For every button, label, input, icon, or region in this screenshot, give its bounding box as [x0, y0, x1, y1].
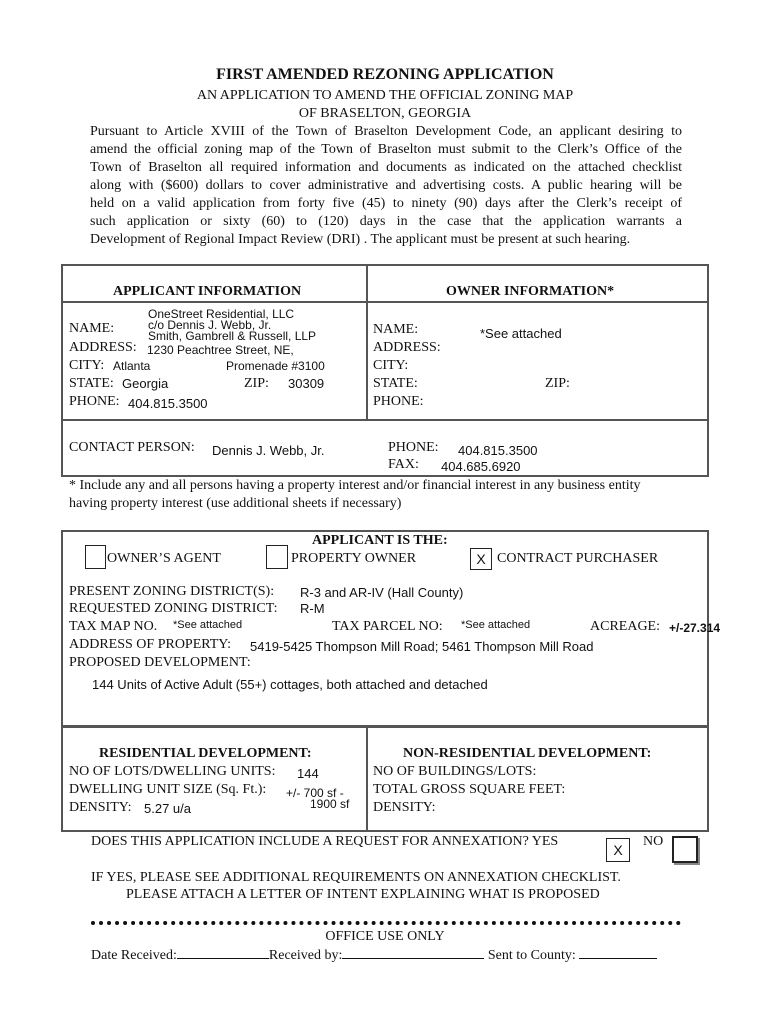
applicant-address-field[interactable]: 1230 Peachtree Street, NE,: [147, 343, 294, 357]
present-zoning-label: PRESENT ZONING DISTRICT(S):: [69, 584, 275, 599]
lots-units-label: NO OF LOTS/DWELLING UNITS:: [69, 764, 276, 779]
proposed-development-label: PROPOSED DEVELOPMENT:: [69, 655, 251, 670]
contact-divider: [61, 419, 709, 421]
density-label: DENSITY:: [69, 800, 132, 815]
property-address-field[interactable]: 5419-5425 Thompson Mill Road; 5461 Thompson Mill Road: [250, 639, 594, 654]
received-by-field[interactable]: [342, 946, 484, 959]
applicant-name-label: NAME:: [69, 321, 115, 336]
present-zoning-field[interactable]: R-3 and AR-IV (Hall County): [300, 585, 464, 600]
lots-units-field[interactable]: 144: [297, 766, 319, 781]
owner-state-label: STATE:: [373, 376, 418, 391]
requested-zoning-field[interactable]: R-M: [300, 601, 325, 616]
unit-size-field-max[interactable]: 1900 sf: [310, 797, 350, 811]
annexation-question: DOES THIS APPLICATION INCLUDE A REQUEST FOR ANNEXATION? YES: [91, 834, 559, 849]
contact-fax-field[interactable]: 404.685.6920: [441, 459, 521, 474]
contact-person-label: CONTACT PERSON:: [69, 440, 195, 455]
applicant-is-heading: APPLICANT IS THE:: [312, 533, 448, 548]
applicant-name-line2[interactable]: c/o Dennis J. Webb, Jr.: [148, 318, 272, 332]
applicant-name-line3[interactable]: Smith, Gambrell & Russell, LLP: [148, 329, 317, 343]
owner-name-field[interactable]: *See attached: [480, 326, 562, 341]
applicant-phone-label: PHONE:: [69, 394, 120, 409]
annexation-no-checkbox[interactable]: [672, 836, 698, 863]
applicant-city-label: CITY:: [69, 358, 105, 373]
owner-city-label: CITY:: [373, 358, 409, 373]
annexation-yes-checkbox[interactable]: X: [606, 838, 630, 862]
applicant-city-field[interactable]: Atlanta: [113, 359, 151, 373]
contact-phone-field[interactable]: 404.815.3500: [458, 443, 538, 458]
column-divider: [366, 264, 368, 420]
owner-zip-label: ZIP:: [545, 376, 570, 391]
unit-size-field[interactable]: +/- 700 sf -: [286, 786, 344, 800]
proposed-development-field[interactable]: 144 Units of Active Adult (55+) cottages, both attached and detached: [92, 677, 488, 692]
owners-agent-checkbox[interactable]: [85, 545, 106, 569]
development-divider: [366, 726, 368, 832]
owner-phone-label: PHONE:: [373, 394, 424, 409]
applicant-state-label: STATE:: [69, 376, 114, 391]
density-field[interactable]: 5.27 u/a: [144, 801, 191, 816]
buildings-lots-label: NO OF BUILDINGS/LOTS:: [373, 764, 537, 779]
nonresidential-density-label: DENSITY:: [373, 800, 436, 815]
property-owner-checkbox[interactable]: [266, 545, 288, 569]
date-received-field[interactable]: [177, 946, 269, 959]
received-by-label: Received by:: [268, 948, 343, 963]
header-divider: [61, 301, 709, 303]
applicant-zip-label: ZIP:: [244, 376, 269, 391]
form-title: FIRST AMENDED REZONING APPLICATION: [216, 66, 554, 83]
annexation-no-label: NO: [643, 834, 664, 849]
property-address-label: ADDRESS OF PROPERTY:: [69, 637, 232, 652]
applicant-name-line1[interactable]: OneStreet Residential, LLC: [148, 307, 295, 321]
gross-square-feet-label: TOTAL GROSS SQUARE FEET:: [373, 782, 566, 797]
office-use-heading: OFFICE USE ONLY: [325, 929, 445, 944]
requested-zoning-label: REQUESTED ZONING DISTRICT:: [69, 601, 278, 616]
tax-map-label: TAX MAP NO.: [69, 619, 158, 634]
owner-address-label: ADDRESS:: [373, 340, 441, 355]
owners-agent-label: OWNER’S AGENT: [107, 551, 221, 566]
applicant-state-field[interactable]: Georgia: [122, 376, 169, 391]
intro-paragraph: Pursuant to Article XVIII of the Town of Braselton Development Code, an applicant desiring to amend the official zoning map of the Town of Braselton must submit to the Clerk’s Office of the Town of Braselton all required information and documents as indicated on the attached checklist along with ($600) dollars to cover administrative and advertising costs. A public hearing will be held on a valid application from forty five (45) to ninety (90) days after the Clerk’s receipt of such application or sixty (60) to (120) days in the case that the application warrants a Development of Regional Impact Review (DRI) . The applicant must be present at such hearing.: [90, 124, 682, 247]
date-received-label: Date Received:: [91, 948, 177, 963]
acreage-label: ACREAGE:: [590, 619, 660, 634]
tax-parcel-label: TAX PARCEL NO:: [332, 619, 443, 634]
sent-to-county-field[interactable]: [579, 946, 657, 959]
office-fields-row: [91, 946, 657, 964]
unit-size-label: DWELLING UNIT SIZE (Sq. Ft.):: [69, 782, 267, 797]
contract-purchaser-label: CONTRACT PURCHASER: [497, 551, 659, 566]
footnote-line-2: having property interest (use additional sheets if necessary): [69, 496, 402, 511]
applicant-heading: APPLICANT INFORMATION: [113, 284, 302, 299]
owner-heading: OWNER INFORMATION*: [446, 284, 615, 299]
office-divider: [91, 921, 681, 925]
tax-map-field[interactable]: *See attached: [173, 619, 243, 631]
nonresidential-heading: NON-RESIDENTIAL DEVELOPMENT:: [403, 746, 652, 761]
applicant-address-suite[interactable]: Promenade #3100: [226, 359, 325, 373]
form-subtitle: AN APPLICATION TO AMEND THE OFFICIAL ZONING MAP: [196, 88, 574, 103]
contact-fax-label: FAX:: [388, 457, 419, 472]
form-subtitle-location: OF BRASELTON, GEORGIA: [298, 106, 472, 121]
annexation-note-2: PLEASE ATTACH A LETTER OF INTENT EXPLAINING WHAT IS PROPOSED: [126, 887, 600, 902]
applicant-address-label: ADDRESS:: [69, 340, 137, 355]
applicant-phone-field[interactable]: 404.815.3500: [128, 396, 208, 411]
contact-phone-label: PHONE:: [388, 440, 439, 455]
property-owner-label: PROPERTY OWNER: [291, 551, 417, 566]
tax-parcel-field[interactable]: *See attached: [461, 619, 531, 631]
acreage-field[interactable]: +/-27.314: [669, 621, 721, 635]
owner-name-label: NAME:: [373, 322, 419, 337]
contact-person-field[interactable]: Dennis J. Webb, Jr.: [212, 443, 325, 458]
sent-to-county-label: Sent to County:: [487, 948, 576, 963]
footnote-line-1: * Include any and all persons having a property interest and/or financial interest in any business entity: [69, 478, 641, 493]
applicant-zip-field[interactable]: 30309: [288, 376, 325, 391]
contract-purchaser-checkbox[interactable]: X: [470, 548, 492, 570]
annexation-note-1: IF YES, PLEASE SEE ADDITIONAL REQUIREMENTS ON ANNEXATION CHECKLIST.: [91, 870, 621, 885]
residential-heading: RESIDENTIAL DEVELOPMENT:: [99, 746, 312, 761]
